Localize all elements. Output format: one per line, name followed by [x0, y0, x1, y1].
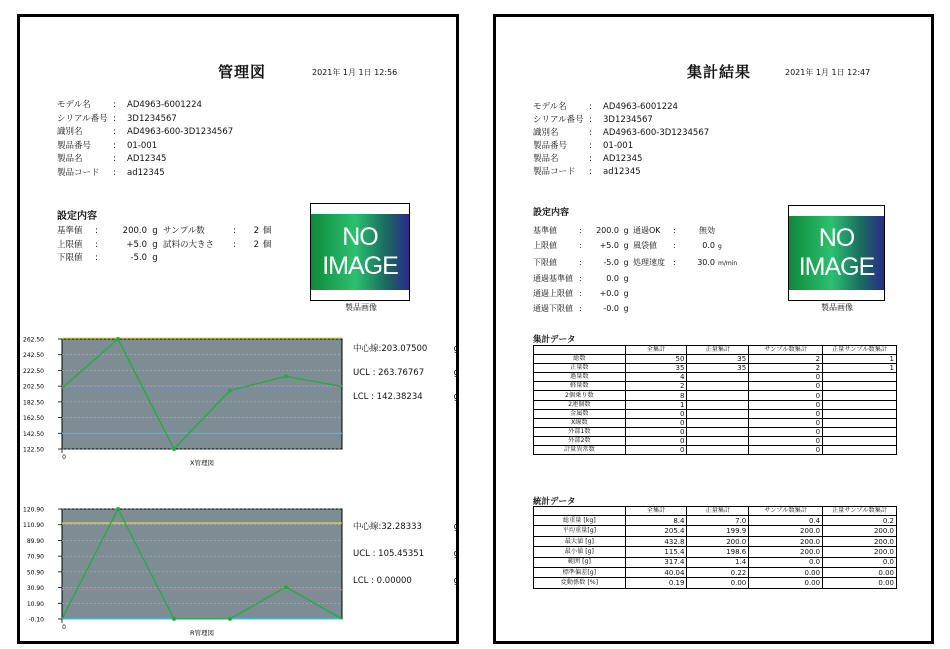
statistics-table [533, 506, 897, 589]
cell-value: 0 [749, 391, 823, 400]
info-row: 製品コード : ad12345 [57, 167, 165, 178]
row-label: 過量数 [534, 373, 626, 382]
product-image [788, 205, 885, 301]
statistics-title: 統計データ [533, 497, 576, 507]
cell-value: 0 [625, 436, 687, 445]
column-header: 正量サンプル数集計 [823, 507, 897, 516]
table-row [534, 427, 897, 436]
cell-value [823, 409, 897, 418]
cell-value: 40.04 [625, 568, 687, 578]
center-line-value: 中心線:203.07500 [353, 344, 428, 354]
image-caption: 製品画像 [821, 303, 853, 312]
column-header: 全集計 [625, 346, 687, 355]
cell-value [823, 382, 897, 391]
cell-value: 0.00 [749, 578, 823, 588]
cell-value [823, 391, 897, 400]
y-tick-label: 50.90 [26, 569, 44, 577]
page-title: 集計結果 [687, 63, 752, 81]
row-label: 計量異常数 [534, 446, 626, 455]
table-row [534, 355, 897, 364]
cell-value: 0.0 [823, 557, 897, 567]
cell-value: 0 [749, 427, 823, 436]
cell-value: 0.22 [687, 568, 749, 578]
table-row [534, 364, 897, 373]
y-tick-label: 110.90 [23, 522, 44, 530]
cell-value: 200.0 [749, 547, 823, 557]
cell-value: 1 [823, 355, 897, 364]
control-chart-page [17, 14, 459, 644]
image-caption: 製品画像 [345, 303, 377, 312]
row-label: 変動係数 [%] [534, 578, 626, 588]
cell-value: 200.0 [687, 536, 749, 546]
info-row: 製品番号 : 01-001 [533, 141, 634, 151]
y-tick-label: 262.50 [23, 336, 44, 344]
column-header: サンプル数集計 [749, 507, 823, 516]
row-label: 最小値 [g] [534, 547, 626, 557]
settings-row: 下限値 : -5.0 g 処理速度 : 30.0 m/min [533, 257, 738, 267]
cell-value: 199.9 [687, 526, 749, 536]
row-label: 最大値 [g] [534, 536, 626, 546]
cell-value: 205.4 [625, 526, 687, 536]
cell-value [687, 382, 749, 391]
data-point [172, 617, 176, 621]
settings-block [57, 225, 275, 266]
row-label: 正量数 [534, 364, 626, 373]
datetime: 2021年 1月 1日 12:47 [785, 68, 871, 77]
x-tick-label: 0 [62, 454, 66, 461]
cell-value: 2 [625, 382, 687, 391]
table-row [534, 446, 897, 455]
data-point [228, 617, 232, 621]
cell-value: 200.0 [823, 526, 897, 536]
table-row [534, 547, 897, 557]
cell-value: 0 [625, 446, 687, 455]
y-tick-label: 242.50 [23, 352, 44, 360]
cell-value: 7.0 [687, 516, 749, 526]
cell-value: 35 [687, 355, 749, 364]
data-point [228, 388, 232, 392]
y-tick-label: 10.90 [26, 600, 44, 608]
x-axis-label: X管理図 [190, 459, 214, 467]
cell-value: 200.0 [823, 536, 897, 546]
settings-row: 基準値 : 200.0 g サンプル数 : 2 個 [57, 226, 272, 236]
cell-value: 1 [625, 400, 687, 409]
row-label: 総数 [534, 355, 626, 364]
info-row: 識別名 : AD4963-600-3D1234567 [57, 127, 234, 138]
cell-value [687, 418, 749, 427]
table-row [534, 578, 897, 588]
y-tick-label: 182.50 [23, 399, 44, 407]
cell-value [687, 391, 749, 400]
info-row: 製品名 : AD12345 [533, 154, 643, 164]
column-header: 全集計 [625, 507, 687, 516]
cell-value: 0 [625, 427, 687, 436]
info-row: モデル名 : AD4963-6001224 [57, 100, 202, 110]
cell-value: 0.19 [625, 578, 687, 588]
table-row [534, 382, 897, 391]
table-header-row [534, 507, 897, 516]
data-point [116, 337, 120, 341]
cell-value: 0.00 [823, 568, 897, 578]
table-row [534, 436, 897, 445]
settings-row: 通過上限値 : +0.0 g [533, 289, 629, 299]
data-point [116, 507, 120, 511]
info-row: 製品コード : ad12345 [533, 167, 641, 177]
cell-value: 0 [625, 409, 687, 418]
settings-title: 設定内容 [57, 211, 97, 222]
info-block [57, 99, 233, 181]
row-label: 外部2数 [534, 436, 626, 445]
column-header [534, 346, 626, 355]
settings-row: 上限値 : +5.0 g 試料の大きさ : 2 個 [57, 239, 272, 250]
product-image [310, 203, 410, 301]
ucl-value: UCL : 105.45351 [353, 549, 425, 559]
cell-value: 0.4 [749, 516, 823, 526]
cell-value [823, 418, 897, 427]
y-tick-label: 122.50 [23, 446, 44, 454]
table-row [534, 409, 897, 418]
info-row: シリアル番号 : 3D1234567 [57, 113, 177, 124]
info-row: 製品番号 : 01-001 [57, 140, 158, 151]
row-label: 総重量 [kg] [534, 516, 626, 526]
row-label: 平均重量[g] [534, 526, 626, 536]
r-chart-stats: 中心線:32.28333 g UCL : 105.45351 g LCL : 0.00000 g [353, 522, 459, 586]
cell-value: 0 [749, 400, 823, 409]
no-image-text: NO IMAGE [322, 223, 398, 280]
column-header: 正量集計 [687, 507, 749, 516]
info-row: シリアル番号 : 3D1234567 [533, 115, 653, 125]
cell-value [687, 436, 749, 445]
data-point [284, 374, 288, 378]
cell-value: 0.00 [749, 568, 823, 578]
ucl-value: UCL : 263.76767 [353, 368, 425, 378]
cell-value: 432.8 [625, 536, 687, 546]
info-block [533, 101, 709, 179]
plot-area [62, 509, 342, 619]
info-row: モデル名 : AD4963-6001224 [533, 102, 678, 112]
settings-row: 下限値 : -5.0 g [57, 253, 158, 263]
no-image-text: NO IMAGE [798, 224, 875, 281]
cell-value [823, 436, 897, 445]
info-row: 製品名 : AD12345 [57, 154, 167, 165]
y-tick-label: 162.50 [23, 415, 44, 423]
cell-value [823, 427, 897, 436]
cell-value [687, 446, 749, 455]
table-row [534, 418, 897, 427]
cell-value: 8 [625, 391, 687, 400]
cell-value: 35 [687, 364, 749, 373]
lcl-value: LCL : 0.00000 [353, 576, 412, 586]
x-chart-stats: 中心線:203.07500 g UCL : 263.76767 g LCL : 142.38234 g [353, 344, 459, 402]
cell-value [687, 409, 749, 418]
row-label: X線数 [534, 418, 626, 427]
cell-value: 200.0 [749, 536, 823, 546]
row-label: 標準偏差[g] [534, 568, 626, 578]
x-axis-label: R管理図 [189, 629, 215, 637]
cell-value: 0 [749, 409, 823, 418]
data-point [172, 447, 176, 451]
cell-value: 198.6 [687, 547, 749, 557]
table-row [534, 391, 897, 400]
cell-value: 0 [749, 418, 823, 427]
plot-area [62, 339, 342, 449]
cell-value [687, 373, 749, 382]
lcl-value: LCL : 142.38234 [353, 392, 423, 402]
table-row [534, 526, 897, 536]
center-line-value: 中心線:32.28333 [353, 522, 422, 532]
row-label: 外部1数 [534, 427, 626, 436]
cell-value [823, 400, 897, 409]
cell-value: 200.0 [749, 526, 823, 536]
cell-value: 200.0 [823, 547, 897, 557]
cell-value: 1.4 [687, 557, 749, 567]
table-row [534, 516, 897, 526]
y-tick-label: 202.50 [23, 383, 44, 391]
aggregate-table [533, 345, 897, 455]
cell-value: 0 [749, 436, 823, 445]
cell-value: 0.00 [823, 578, 897, 588]
data-point [284, 585, 288, 589]
cell-value: 4 [625, 373, 687, 382]
cell-value: 0 [749, 446, 823, 455]
cell-value: 0 [749, 382, 823, 391]
settings-title: 設定内容 [533, 208, 570, 218]
cell-value: 0.00 [687, 578, 749, 588]
settings-row: 上限値 : +5.0 g 風袋値 : 0.0 g [533, 241, 722, 251]
table-header-row [534, 346, 897, 355]
aggregate-title: 集計データ [533, 335, 576, 345]
cell-value: 35 [625, 364, 687, 373]
cell-value: 115.4 [625, 547, 687, 557]
cell-value: 0.2 [823, 516, 897, 526]
y-tick-label: 30.90 [26, 585, 44, 593]
y-tick-label: 70.90 [26, 553, 44, 561]
settings-block [533, 223, 737, 317]
cell-value [823, 373, 897, 382]
row-label: 金属数 [534, 409, 626, 418]
cell-value [687, 427, 749, 436]
summary-page [493, 14, 934, 644]
row-label: 2個乗り数 [534, 391, 626, 400]
column-header: 正量サンプル数集計 [823, 346, 897, 355]
table-row [534, 373, 897, 382]
x-tick-label: 0 [62, 624, 66, 631]
cell-value: 0 [625, 418, 687, 427]
cell-value [687, 400, 749, 409]
cell-value: 0 [749, 373, 823, 382]
column-header: 正量集計 [687, 346, 749, 355]
settings-row: 通過下限値 : -0.0 g [533, 304, 629, 314]
row-label: 範囲 [g] [534, 557, 626, 567]
cell-value: 1 [823, 364, 897, 373]
row-label: 2連個数 [534, 400, 626, 409]
cell-value: 2 [749, 355, 823, 364]
column-header [534, 507, 626, 516]
y-tick-label: 142.50 [23, 430, 44, 438]
cell-value [823, 446, 897, 455]
page-title: 管理図 [218, 63, 267, 81]
row-label: 軽量数 [534, 382, 626, 391]
table-row [534, 536, 897, 546]
cell-value: 2 [749, 364, 823, 373]
table-row [534, 568, 897, 578]
settings-row: 基準値 : 200.0 g 通過OK : 無効 [533, 226, 715, 235]
cell-value: 0.0 [749, 557, 823, 567]
cell-value: 8.4 [625, 516, 687, 526]
cell-value: 317.4 [625, 557, 687, 567]
info-row: 識別名 : AD4963-600-3D1234567 [533, 128, 710, 138]
y-tick-label: 222.50 [23, 367, 44, 375]
table-row [534, 557, 897, 567]
y-tick-label: -0.10 [28, 616, 44, 624]
settings-row: 通過基準値 : 0.0 g [533, 273, 629, 283]
table-row [534, 400, 897, 409]
cell-value: 50 [625, 355, 687, 364]
column-header: サンプル数集計 [749, 346, 823, 355]
datetime: 2021年 1月 1日 12:56 [312, 68, 398, 77]
y-tick-label: 89.90 [26, 537, 44, 545]
y-tick-label: 120.90 [23, 506, 44, 514]
